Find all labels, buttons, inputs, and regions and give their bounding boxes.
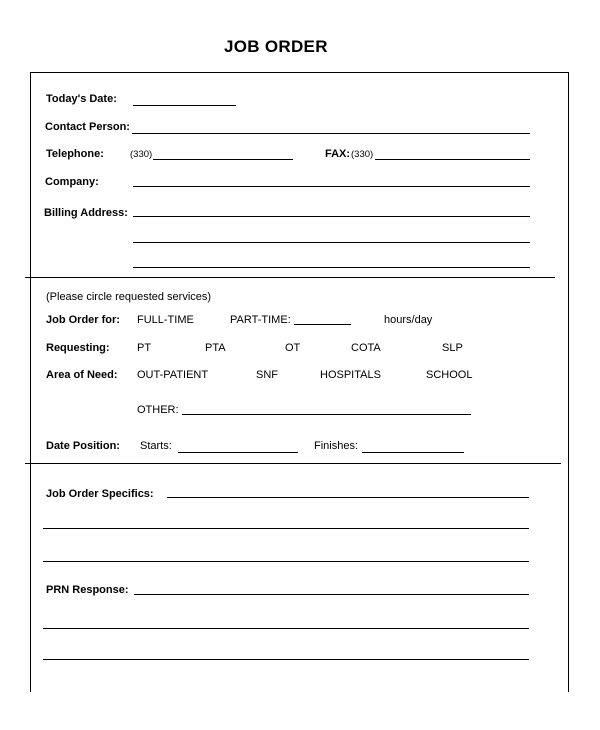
area-option-hospitals[interactable]: HOSPITALS <box>320 369 381 381</box>
fax-prefix: (330) <box>351 149 374 160</box>
contact-person-label: Contact Person: <box>45 121 130 133</box>
part-time-hours-field[interactable] <box>294 324 351 325</box>
contact-person-field[interactable] <box>132 133 530 134</box>
telephone-field[interactable] <box>153 159 293 160</box>
services-instruction: (Please circle requested services) <box>46 291 212 303</box>
prn-response-label: PRN Response: <box>46 584 129 596</box>
job-order-specifics-field-3[interactable] <box>43 561 529 562</box>
requesting-option-ot[interactable]: OT <box>285 342 301 354</box>
fax-field[interactable] <box>375 159 530 160</box>
company-label: Company: <box>45 176 99 188</box>
requesting-option-pt[interactable]: PT <box>137 342 152 354</box>
requesting-option-slp[interactable]: SLP <box>442 342 463 354</box>
section-divider-2 <box>25 463 561 464</box>
requesting-option-cota[interactable]: COTA <box>351 342 381 354</box>
telephone-label: Telephone: <box>46 148 104 160</box>
requesting-option-pta[interactable]: PTA <box>205 342 226 354</box>
todays-date-label: Today's Date: <box>46 93 117 105</box>
finishes-label: Finishes: <box>314 440 359 452</box>
company-field[interactable] <box>133 186 530 187</box>
billing-address-field-3[interactable] <box>133 267 530 268</box>
date-position-label: Date Position: <box>46 440 120 452</box>
page-title: JOB ORDER <box>224 37 328 56</box>
section-divider-1 <box>25 277 555 278</box>
billing-address-field-1[interactable] <box>133 216 530 217</box>
form-border-top <box>30 72 568 73</box>
fax-label: FAX: <box>325 148 351 160</box>
hours-per-day-label: hours/day <box>384 314 433 326</box>
prn-response-field-3[interactable] <box>43 659 529 660</box>
requesting-label: Requesting: <box>46 342 110 354</box>
job-order-for-label: Job Order for: <box>46 314 120 326</box>
other-field[interactable] <box>182 414 471 415</box>
job-order-specifics-field-2[interactable] <box>43 528 529 529</box>
area-of-need-label: Area of Need: <box>46 369 118 381</box>
starts-field[interactable] <box>178 452 298 453</box>
todays-date-field[interactable] <box>133 105 236 106</box>
area-option-out-patient[interactable]: OUT-PATIENT <box>137 369 209 381</box>
option-part-time[interactable]: PART-TIME: <box>230 314 291 326</box>
telephone-prefix: (330) <box>130 149 153 160</box>
form-border-left <box>30 72 31 692</box>
form-border-right <box>568 72 569 692</box>
billing-address-label: Billing Address: <box>44 207 128 219</box>
finishes-field[interactable] <box>362 452 464 453</box>
job-order-specifics-label: Job Order Specifics: <box>46 488 154 500</box>
option-full-time[interactable]: FULL-TIME <box>137 314 194 326</box>
prn-response-field-1[interactable] <box>134 594 529 595</box>
job-order-specifics-field-1[interactable] <box>167 497 529 498</box>
billing-address-field-2[interactable] <box>133 242 530 243</box>
prn-response-field-2[interactable] <box>43 628 529 629</box>
area-option-school[interactable]: SCHOOL <box>426 369 473 381</box>
starts-label: Starts: <box>140 440 172 452</box>
other-label: OTHER: <box>137 404 179 416</box>
area-option-snf[interactable]: SNF <box>256 369 278 381</box>
